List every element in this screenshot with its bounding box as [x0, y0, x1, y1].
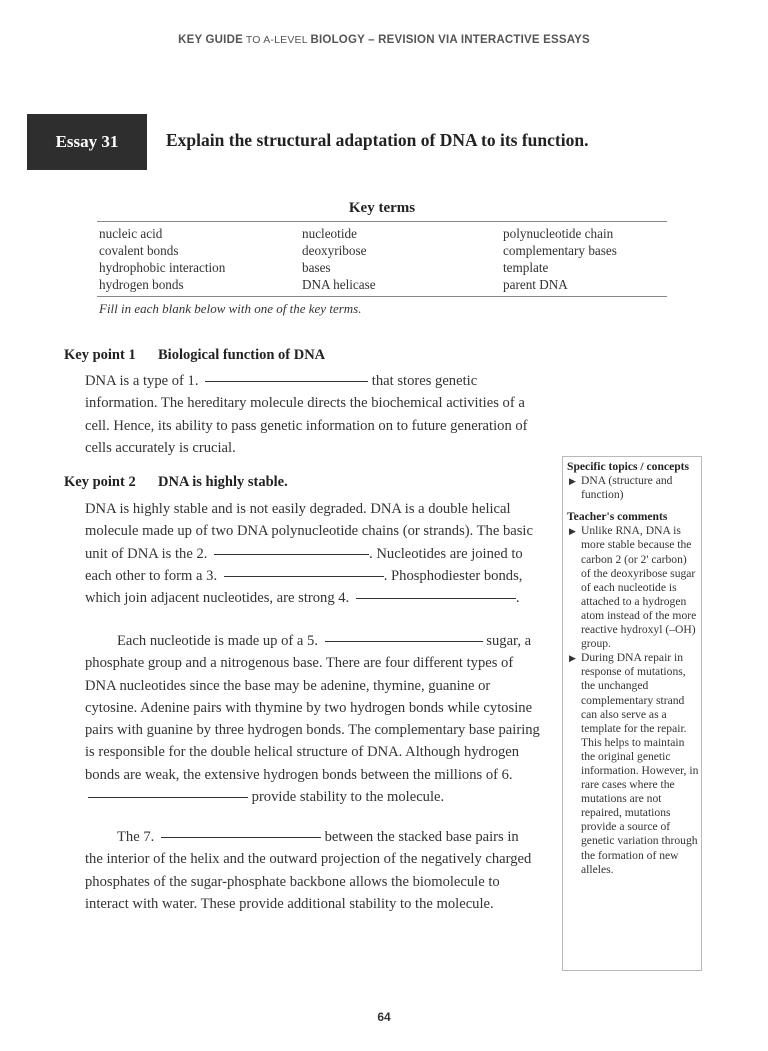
text: DNA is highly stable and is not easily degraded. DNA is a double helical molecule made up of two DNA polynucleotide chains (or strands). The basic unit of DNA is the 2.: [85, 501, 533, 562]
key-term: bases: [302, 260, 331, 275]
triangle-bullet-icon: ▶: [569, 653, 576, 664]
key-terms-heading: Key terms: [348, 200, 416, 216]
key-point-1-heading: [64, 347, 325, 364]
text: .: [515, 590, 520, 607]
key-term-column: [99, 225, 302, 293]
blank-5[interactable]: [325, 640, 483, 642]
text: DNA is a type of 1.: [85, 373, 203, 389]
comments-list: [567, 524, 699, 876]
instruction-text: Fill in each blank below with one of the key terms.: [99, 301, 362, 316]
key-term: hydrophobic interaction: [99, 260, 226, 275]
text: that stores genetic information. The hereditary molecule directs the biochemical activities of a cell. Hence, its ability to pass genetic information on to future generation of cells accurately is crucial.: [85, 373, 528, 456]
blank-6[interactable]: [88, 796, 248, 798]
topic-text: DNA (structure and function): [581, 474, 673, 502]
key-term: template: [503, 260, 549, 275]
running-head-level: TO A-LEVEL: [242, 34, 311, 46]
blank-3[interactable]: [224, 575, 384, 577]
page-number: 64: [377, 1010, 391, 1024]
key-point-2-paragraph-1: [85, 498, 540, 609]
key-term-column: [302, 225, 503, 293]
key-point-title: Biological function of DNA: [158, 347, 326, 363]
text: . Nucleotides are joined to each other to form a 3.: [85, 545, 523, 584]
key-point-1-paragraph: [85, 370, 540, 459]
blank-2[interactable]: [214, 553, 369, 555]
blank-7[interactable]: [161, 836, 321, 838]
key-term: polynucleotide chain: [503, 226, 614, 241]
key-term: nucleic acid: [99, 226, 163, 241]
text: The 7.: [117, 829, 158, 845]
key-term: deoxyribose: [302, 243, 367, 258]
key-term: hydrogen bonds: [99, 277, 184, 292]
comment-item: [567, 524, 699, 651]
key-terms-box: [97, 200, 667, 317]
topics-list: [567, 474, 699, 502]
comment-text: Unlike RNA, DNA is more stable because the carbon 2 (or 2' carbon) of the deoxyribose sugar of each nucleotide is attached to a hydrogen atom instead of the more reactive hydroxyl (–OH) group.: [581, 524, 697, 651]
key-term: complementary bases: [503, 243, 617, 258]
sidebar-notes: [562, 456, 702, 971]
key-term: covalent bonds: [99, 243, 179, 258]
comments-heading: Teacher's comments: [567, 510, 668, 524]
triangle-bullet-icon: ▶: [569, 526, 576, 537]
triangle-bullet-icon: ▶: [569, 476, 576, 487]
key-point-2-heading: [64, 474, 288, 491]
text: provide stability to the molecule.: [248, 789, 445, 806]
key-term-column: [503, 225, 669, 293]
key-terms-grid: [97, 222, 667, 296]
blank-1[interactable]: [205, 380, 368, 382]
topics-heading: Specific topics / concepts: [567, 460, 690, 473]
key-point-2-paragraph-3: [85, 826, 540, 915]
key-term: parent DNA: [503, 277, 568, 292]
key-term: nucleotide: [302, 226, 357, 241]
text: between the stacked base pairs in the interior of the helix and the outward projection of the negatively charged phosphates of the sugar-phosphate backbone allows the biomolecule to interact with water. These provide additional stability to the molecule.: [85, 829, 532, 912]
running-head-title: BIOLOGY – REVISION VIA INTERACTIVE ESSAYS: [310, 34, 590, 46]
key-term: DNA helicase: [302, 277, 376, 292]
text: Each nucleotide is made up of a 5.: [117, 633, 322, 649]
blank-4[interactable]: [356, 597, 516, 599]
key-point-number: Key point 1: [64, 347, 136, 363]
key-point-2-paragraph-2: [85, 630, 540, 808]
comment-text: During DNA repair in response of mutations, the unchanged complementary strand can also serve as a template for the repair. This helps to maintain the original genetic information. However, in rare cases where the mutations are not repaired, mutations provide a source of genetic variation through the formation of new alleles.: [581, 651, 699, 876]
text: sugar, a phosphate group and a nitrogenous base. There are four different types of DNA nucleotides since the base may be adenine, thymine, guanine or cytosine. Adenine pairs with thymine by two hydrogen bonds while cytosine pairs with guanine by three hydrogen bonds. The complementary base pairing is responsible for the double helical structure of DNA. Although hydrogen bonds are weak, the extensive hydrogen bonds between the millions of 6.: [85, 633, 540, 783]
key-point-number: Key point 2: [64, 474, 136, 490]
topic-item: [567, 474, 699, 502]
running-head-series: KEY GUIDE: [178, 34, 243, 46]
essay-label: Essay 31: [27, 114, 147, 170]
running-head: [0, 34, 768, 46]
text: . Phosphodiester bonds, which join adjacent nucleotides, are strong 4.: [85, 567, 523, 607]
key-point-title: DNA is highly stable.: [158, 474, 288, 490]
essay-title: Explain the structural adaptation of DNA to its function.: [166, 130, 589, 150]
comment-item: [567, 651, 699, 877]
